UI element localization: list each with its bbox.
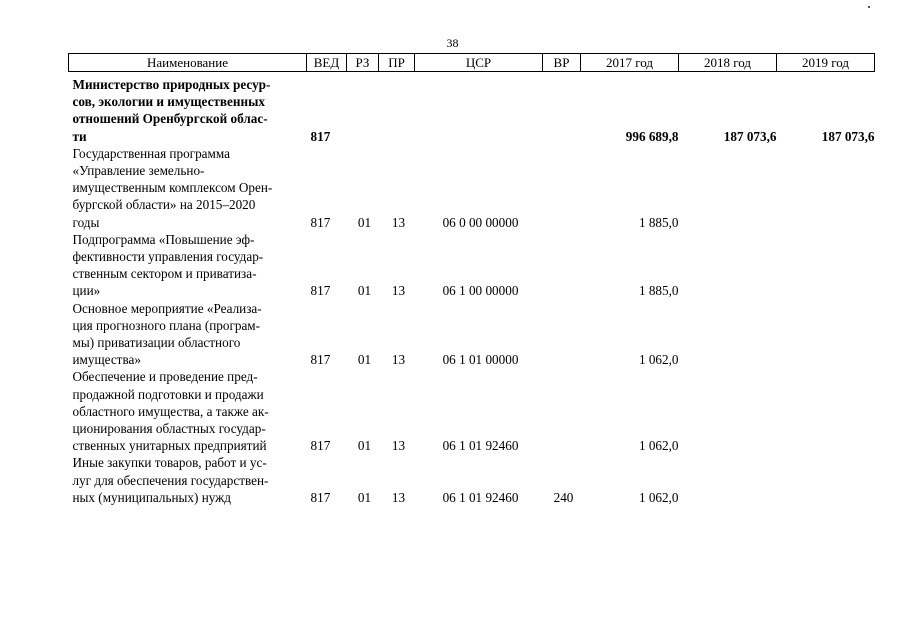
row-name-line: Иные закупки товаров, работ и ус- [72,455,267,471]
row-name-line: ти [72,128,87,144]
cell-vr [543,231,581,300]
cell-pr: 13 [391,283,406,299]
cell-2017: 1 885,0 [638,214,679,230]
cell-ved: 817 [310,128,331,144]
row-name-line: бургской области» на 2015–2020 [72,197,256,213]
cell-pr: 13 [391,352,406,368]
header-ved: ВЕД [307,54,347,72]
header-pr: ПР [379,54,415,72]
cell-csr: 06 1 01 92460 [442,489,519,505]
row-name-line: отношений Оренбургской облас- [72,111,268,127]
cell-csr: 06 0 00 00000 [442,214,519,230]
row-name-line: Министерство природных ресур- [72,77,271,92]
page-number: 38 [446,36,459,50]
scan-mark [868,6,870,8]
cell-2018 [679,231,777,300]
row-name-line: фективности управления государ- [72,249,264,265]
cell-rz [347,72,379,145]
row-name-line: ционирования областных государ- [72,421,266,437]
row-name-line: имущества» [72,352,141,368]
row-name [69,145,307,231]
cell-2019 [777,454,875,506]
cell-2018 [679,300,777,369]
row-name [69,231,307,300]
cell-csr: 06 1 01 92460 [442,438,519,454]
cell-ved: 817 [310,352,331,368]
row-name-line: мы) приватизации областного [72,335,241,351]
cell-2017: 1 062,0 [638,438,679,454]
cell-rz: 01 [357,489,372,505]
row-name-line: Государственная программа [72,145,230,161]
cell-2017: 1 062,0 [638,352,679,368]
row-name [69,368,307,454]
header-rz: РЗ [347,54,379,72]
table-row [69,454,875,506]
row-name-line: ственным сектором и приватиза- [72,266,257,282]
row-name-line: областного имущества, а также ак- [72,403,269,419]
cell-2019 [777,231,875,300]
cell-vr [543,300,581,369]
cell-csr [415,72,543,145]
row-name [69,72,307,145]
row-name-line: ция прогнозного плана (програм- [72,317,261,333]
header-2018: 2018 год [679,54,777,72]
table-row [69,72,875,145]
row-name-line: луг для обеспечения государствен- [72,472,269,488]
row-name [69,454,307,506]
table-row [69,145,875,231]
row-name-line: «Управление земельно- [72,163,205,179]
cell-ved: 817 [310,283,331,299]
header-csr: ЦСР [415,54,543,72]
cell-2018 [679,454,777,506]
cell-2018 [679,368,777,454]
cell-2019 [777,300,875,369]
table-row [69,231,875,300]
cell-rz: 01 [357,283,372,299]
row-name-line: сов, экологии и имущественных [72,94,265,110]
cell-csr: 06 1 01 00000 [442,352,519,368]
cell-2019 [777,145,875,231]
cell-ved: 817 [310,438,331,454]
row-name-line: имущественным комплексом Орен- [72,180,273,196]
row-name [69,300,307,369]
cell-ved: 817 [310,214,331,230]
table-row [69,368,875,454]
cell-csr: 06 1 00 00000 [442,283,519,299]
row-name-line: Основное мероприятие «Реализа- [72,300,262,316]
row-name-line: ственных унитарных предприятий [72,438,267,454]
cell-vr: 240 [553,489,574,505]
cell-pr: 13 [391,214,406,230]
cell-2018 [679,145,777,231]
cell-rz: 01 [357,438,372,454]
cell-vr [543,72,581,145]
row-name-line: Обеспечение и проведение пред- [72,369,258,385]
cell-rz: 01 [357,214,372,230]
cell-pr [379,72,415,145]
table-row [69,300,875,369]
cell-2019 [777,368,875,454]
header-vr: ВР [543,54,581,72]
row-name-line: Подпрограмма «Повышение эф- [72,231,255,247]
cell-2017: 1 062,0 [638,489,679,505]
row-name-line: ных (муниципальных) нужд [72,489,231,505]
cell-vr [543,368,581,454]
cell-2018: 187 073,6 [723,128,777,144]
cell-2019: 187 073,6 [821,128,875,144]
budget-table [68,53,875,506]
row-name-line: ции» [72,283,101,299]
table-header-row [69,54,875,72]
cell-2017: 996 689,8 [625,128,679,144]
cell-pr: 13 [391,438,406,454]
cell-vr [543,145,581,231]
cell-rz: 01 [357,352,372,368]
cell-2017: 1 885,0 [638,283,679,299]
header-2019: 2019 год [777,54,875,72]
cell-pr: 13 [391,489,406,505]
header-name: Наименование [69,54,307,72]
cell-ved: 817 [310,489,331,505]
row-name-line: годы [72,214,100,230]
header-2017: 2017 год [581,54,679,72]
row-name-line: продажной подготовки и продажи [72,386,264,402]
